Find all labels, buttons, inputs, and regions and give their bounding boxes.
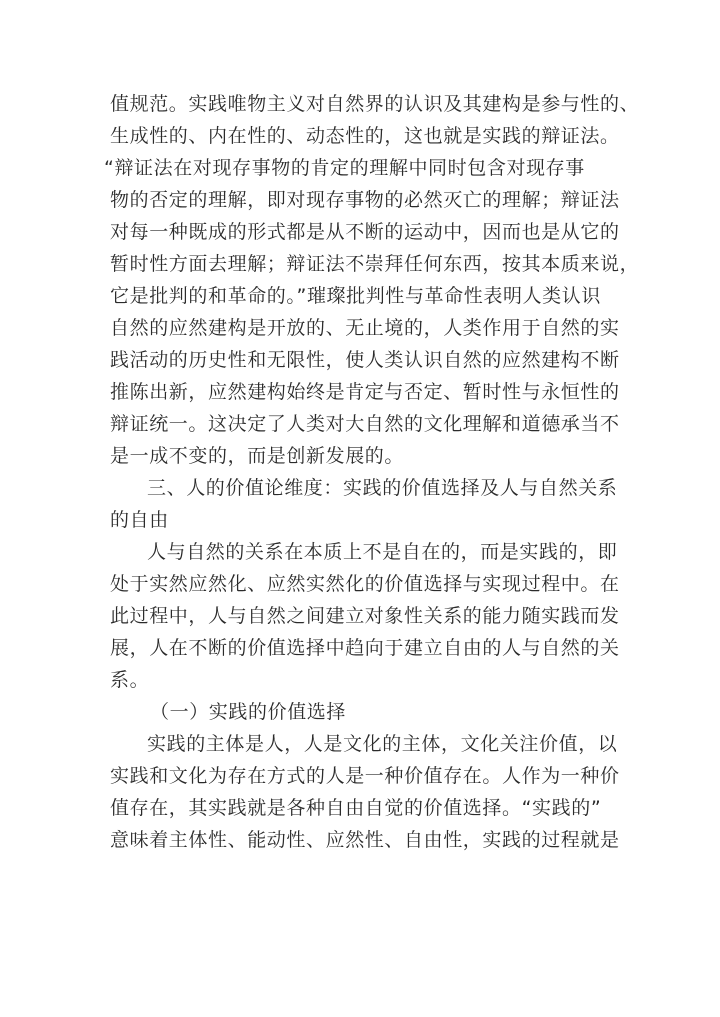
text-line: 实践的主体是人，人是文化的主体，文化关注价值，以 <box>147 733 618 755</box>
text-line: 推陈出新，应然建构始终是肯定与否定、暂时性与永恒性的 <box>110 381 620 403</box>
text-line: 物的否定的理解，即对现存事物的必然灭亡的理解；辩证法 <box>110 189 620 211</box>
text-line: 暂时性方面去理解；辩证法不崇拜任何东西，按其本质来说， <box>110 253 640 275</box>
text-line: 生成性的、内在性的、动态性的，这也就是实践的辩证法。 <box>110 125 620 147</box>
text-line: 它是批判的和革命的。”璀璨批判性与革命性表明人类认识 <box>110 285 601 307</box>
text-line: 处于实然应然化、应然实然化的价值选择与实现过程中。在 <box>110 573 620 595</box>
text-line: 此过程中，人与自然之间建立对象性关系的能力随实践而发 <box>110 605 620 627</box>
text-line: 实践和文化为存在方式的人是一种价值存在。人作为一种价 <box>110 765 620 787</box>
text-line: 值规范。实践唯物主义对自然界的认识及其建构是参与性的、 <box>110 93 640 115</box>
subsection-heading: （一）实践的价值选择 <box>150 701 347 723</box>
text-line: 展，人在不断的价值选择中趋向于建立自由的人与自然的关 <box>110 637 620 659</box>
text-line: 践活动的历史性和无限性，使人类认识自然的应然建构不断 <box>110 349 620 371</box>
text-line: 对每一种既成的形式都是从不断的运动中，因而也是从它的 <box>110 221 620 243</box>
text-line: 系。 <box>110 669 150 691</box>
text-line: 是一成不变的，而是创新发展的。 <box>110 445 405 467</box>
text-line: 辩证统一。这决定了人类对大自然的文化理解和道德承当不 <box>110 413 620 435</box>
text-line: “辩证法在对现存事物的肯定的理解中同时包含对现存事 <box>104 157 585 179</box>
text-line: 意味着主体性、能动性、应然性、自由性，实践的过程就是 <box>110 829 620 851</box>
section-heading: 三、人的价值论维度：实践的价值选择及人与自然关系 <box>147 477 618 499</box>
text-line: 人与自然的关系在本质上不是自在的，而是实践的，即 <box>147 541 618 563</box>
text-line: 自然的应然建构是开放的、无止境的，人类作用于自然的实 <box>110 317 620 339</box>
text-line: 值存在，其实践就是各种自由自觉的价值选择。“实践的” <box>110 797 602 819</box>
section-heading-continued: 的自由 <box>110 509 169 531</box>
